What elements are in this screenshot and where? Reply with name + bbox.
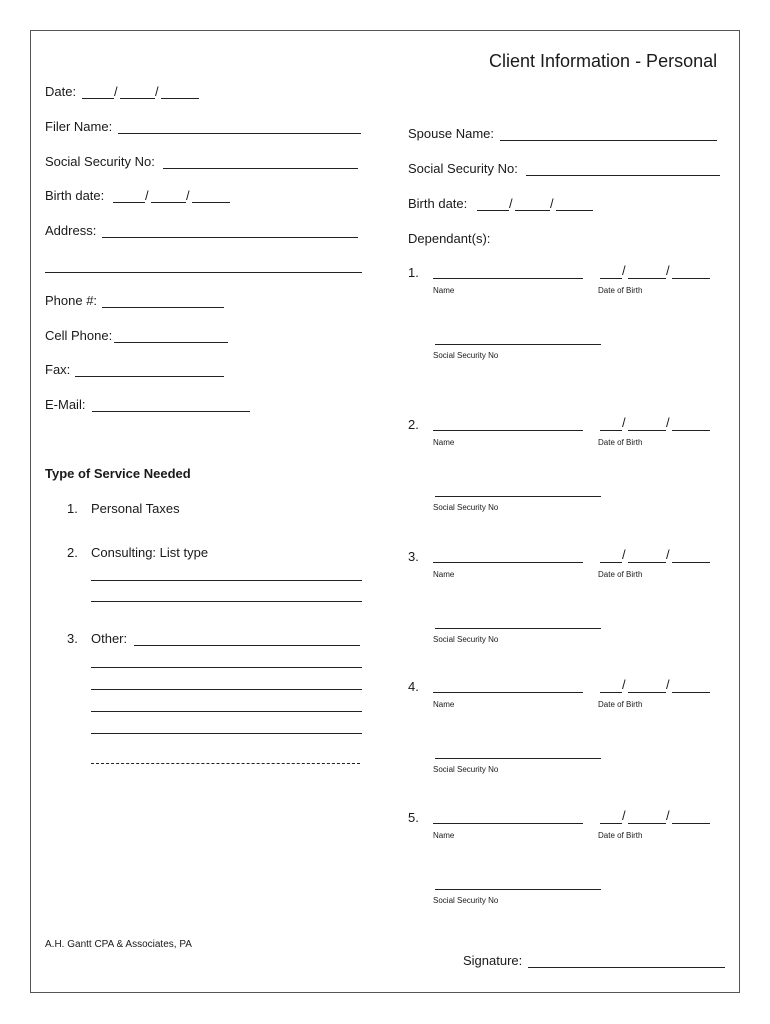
dependant-2-ssn-caption: Social Security No bbox=[433, 503, 499, 512]
spouse-name-label: Spouse Name: bbox=[408, 126, 494, 141]
cell-phone-field[interactable] bbox=[114, 342, 228, 343]
dependant-1-ssn-caption: Social Security No bbox=[433, 351, 499, 360]
cell-phone-label: Cell Phone: bbox=[45, 328, 113, 343]
dependant-4-dob-caption: Date of Birth bbox=[598, 700, 643, 709]
dependant-2-dob-month-field[interactable] bbox=[600, 430, 622, 431]
dependant-1-dob-day-field[interactable] bbox=[628, 278, 666, 279]
other-field-1[interactable] bbox=[91, 667, 362, 668]
dependant-4-dob-month-field[interactable] bbox=[600, 692, 622, 693]
date-slash-1: / bbox=[114, 84, 118, 99]
dependant-3-dob-slash-1: / bbox=[622, 547, 626, 562]
birth-date-label: Birth date: bbox=[45, 188, 105, 203]
service-item-2-label: Consulting: List type bbox=[91, 545, 209, 560]
service-item-3-num: 3. bbox=[67, 631, 78, 646]
service-item-1-num: 1. bbox=[67, 501, 78, 516]
service-heading: Type of Service Needed bbox=[45, 466, 191, 481]
dependant-5-num: 5. bbox=[408, 810, 419, 825]
address-field-1[interactable] bbox=[102, 237, 358, 238]
dependant-2-num: 2. bbox=[408, 417, 419, 432]
dependants-label: Dependant(s): bbox=[408, 231, 491, 246]
dependant-5-dob-year-field[interactable] bbox=[672, 823, 710, 824]
dependant-4-ssn-field[interactable] bbox=[435, 758, 601, 759]
dependant-5-name-field[interactable] bbox=[433, 823, 583, 824]
date-slash-2: / bbox=[155, 84, 159, 99]
filer-name-label: Filer Name: bbox=[45, 119, 113, 134]
signature-field[interactable] bbox=[528, 967, 725, 968]
dependant-1-dob-month-field[interactable] bbox=[600, 278, 622, 279]
dependant-3-dob-month-field[interactable] bbox=[600, 562, 622, 563]
other-field-2[interactable] bbox=[91, 689, 362, 690]
dependant-4-name-caption: Name bbox=[433, 700, 455, 709]
dependant-5-ssn-field[interactable] bbox=[435, 889, 601, 890]
dependant-3-ssn-field[interactable] bbox=[435, 628, 601, 629]
dependant-2-dob-slash-2: / bbox=[666, 415, 670, 430]
dependant-2-dob-year-field[interactable] bbox=[672, 430, 710, 431]
dependant-1-ssn-field[interactable] bbox=[435, 344, 601, 345]
dependant-3-name-caption: Name bbox=[433, 570, 455, 579]
spouse-birth-date-label: Birth date: bbox=[408, 196, 468, 211]
dependant-5-dob-month-field[interactable] bbox=[600, 823, 622, 824]
dependant-5-dob-slash-2: / bbox=[666, 808, 670, 823]
birth-slash-2: / bbox=[186, 188, 190, 203]
dependant-2-dob-day-field[interactable] bbox=[628, 430, 666, 431]
dependant-1-name-field[interactable] bbox=[433, 278, 583, 279]
dependant-1-name-caption: Name bbox=[433, 286, 455, 295]
dependant-2-dob-caption: Date of Birth bbox=[598, 438, 643, 447]
address-field-2[interactable] bbox=[45, 272, 362, 273]
spouse-ssn-label: Social Security No: bbox=[408, 161, 518, 176]
ssn-label: Social Security No: bbox=[45, 154, 155, 169]
ssn-field[interactable] bbox=[163, 168, 358, 169]
spouse-birth-month-field[interactable] bbox=[477, 210, 509, 211]
dependant-2-name-field[interactable] bbox=[433, 430, 583, 431]
dependant-2-ssn-field[interactable] bbox=[435, 496, 601, 497]
dependant-3-ssn-caption: Social Security No bbox=[433, 635, 499, 644]
other-field-3[interactable] bbox=[91, 711, 362, 712]
date-month-field[interactable] bbox=[82, 98, 114, 99]
dependant-4-dob-year-field[interactable] bbox=[672, 692, 710, 693]
other-field-5[interactable] bbox=[91, 763, 360, 764]
spouse-name-field[interactable] bbox=[500, 140, 717, 141]
birth-day-field[interactable] bbox=[151, 202, 186, 203]
service-item-2-num: 2. bbox=[67, 545, 78, 560]
date-day-field[interactable] bbox=[120, 98, 155, 99]
address-label: Address: bbox=[45, 223, 97, 238]
dependant-4-ssn-caption: Social Security No bbox=[433, 765, 499, 774]
birth-slash-1: / bbox=[145, 188, 149, 203]
dependant-5-name-caption: Name bbox=[433, 831, 455, 840]
dependant-1-dob-slash-2: / bbox=[666, 263, 670, 278]
spouse-birth-day-field[interactable] bbox=[515, 210, 550, 211]
dependant-3-dob-slash-2: / bbox=[666, 547, 670, 562]
spouse-ssn-field[interactable] bbox=[526, 175, 720, 176]
spouse-birth-slash-2: / bbox=[550, 196, 554, 211]
spouse-birth-year-field[interactable] bbox=[556, 210, 593, 211]
signature-label: Signature: bbox=[463, 953, 523, 968]
spouse-birth-slash-1: / bbox=[509, 196, 513, 211]
filer-name-field[interactable] bbox=[118, 133, 361, 134]
dependant-4-name-field[interactable] bbox=[433, 692, 583, 693]
date-label: Date: bbox=[45, 84, 77, 99]
dependant-3-num: 3. bbox=[408, 549, 419, 564]
service-item-3-label: Other: bbox=[91, 631, 128, 646]
fax-field[interactable] bbox=[75, 376, 224, 377]
dependant-3-name-field[interactable] bbox=[433, 562, 583, 563]
fax-label: Fax: bbox=[45, 362, 71, 377]
dependant-2-dob-slash-1: / bbox=[622, 415, 626, 430]
phone-label: Phone #: bbox=[45, 293, 98, 308]
date-year-field[interactable] bbox=[161, 98, 199, 99]
dependant-4-dob-slash-2: / bbox=[666, 677, 670, 692]
dependant-1-dob-slash-1: / bbox=[622, 263, 626, 278]
dependant-5-ssn-caption: Social Security No bbox=[433, 896, 499, 905]
email-field[interactable] bbox=[92, 411, 250, 412]
dependant-4-dob-slash-1: / bbox=[622, 677, 626, 692]
birth-month-field[interactable] bbox=[113, 202, 145, 203]
dependant-5-dob-slash-1: / bbox=[622, 808, 626, 823]
dependant-3-dob-year-field[interactable] bbox=[672, 562, 710, 563]
email-label: E-Mail: bbox=[45, 397, 86, 412]
dependant-4-num: 4. bbox=[408, 679, 419, 694]
consulting-field-1[interactable] bbox=[91, 580, 362, 581]
dependant-4-dob-day-field[interactable] bbox=[628, 692, 666, 693]
other-field-4[interactable] bbox=[91, 733, 362, 734]
company-name: A.H. Gantt CPA & Associates, PA bbox=[45, 939, 192, 950]
service-item-1-label: Personal Taxes bbox=[91, 501, 180, 516]
dependant-5-dob-caption: Date of Birth bbox=[598, 831, 643, 840]
dependant-1-dob-caption: Date of Birth bbox=[598, 286, 643, 295]
dependant-2-name-caption: Name bbox=[433, 438, 455, 447]
consulting-field-2[interactable] bbox=[91, 601, 362, 602]
dependant-3-dob-day-field[interactable] bbox=[628, 562, 666, 563]
other-field[interactable] bbox=[134, 645, 360, 646]
dependant-5-dob-day-field[interactable] bbox=[628, 823, 666, 824]
birth-year-field[interactable] bbox=[192, 202, 230, 203]
dependant-1-num: 1. bbox=[408, 265, 419, 280]
page-title: Client Information - Personal bbox=[489, 51, 718, 71]
dependant-3-dob-caption: Date of Birth bbox=[598, 570, 643, 579]
dependant-1-dob-year-field[interactable] bbox=[672, 278, 710, 279]
phone-field[interactable] bbox=[102, 307, 224, 308]
